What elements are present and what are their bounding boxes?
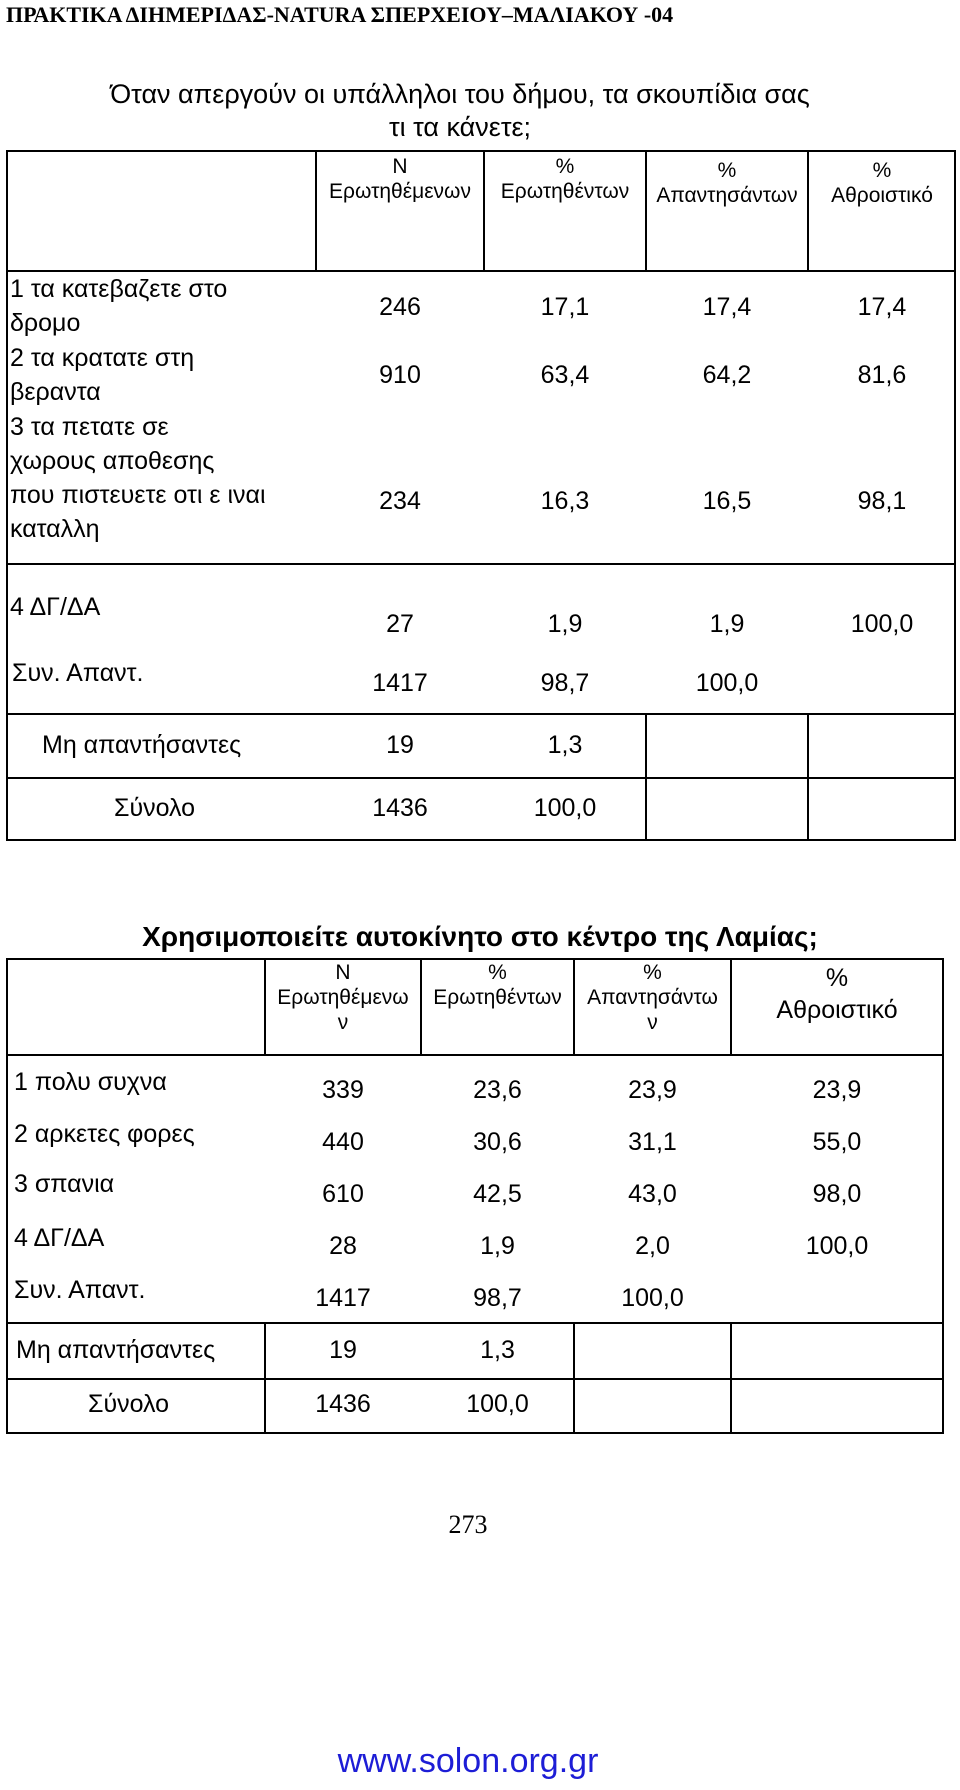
t2-total-n: 1436 [315,1390,371,1418]
t1-row5-label: Συν. Απαντ. [12,659,144,687]
t1-hline-bottom [6,839,956,841]
t1-r3-p2: 16,5 [702,487,752,515]
t1-row3-label [10,410,266,546]
t1-col-cumulative-header [808,158,956,208]
t1-r5-n: 1417 [372,669,428,697]
t2-r2-n: 440 [322,1128,364,1156]
t1-r5-p1: 98,7 [540,669,590,697]
t1-row1-label-line1: 1 τα κατεβαζετε στο [10,275,228,303]
t2-r3-n: 610 [322,1180,364,1208]
t2-r4-p1: 1,9 [480,1232,515,1260]
t2-noanswer-n: 19 [329,1336,357,1364]
t1-r2-p2: 64,2 [702,361,752,389]
t1-vline-c4-bottom [807,713,809,841]
t1-row3-label-line2: χωρους αποθεσης [10,447,215,475]
t2-r4-n: 28 [329,1232,357,1260]
t1-vline-left [6,150,8,841]
t2-r1-p2: 23,9 [628,1076,677,1104]
t2-hline-header-bottom [6,1054,944,1056]
t2-col-pct-answered-header [574,960,731,1035]
t2-row2-label: 2 αρκετες φορες [14,1120,195,1148]
t2-r4-p2: 2,0 [635,1232,670,1260]
t1-r3-p3: 98,1 [857,487,907,515]
t1-row3-label-line3: που πιστευετε οτι ε ιναι [10,481,266,509]
t1-noanswer-p1: 1,3 [547,731,583,759]
t2-vline-c4-bottom [730,1322,732,1434]
t2-r2-p3: 55,0 [812,1128,862,1156]
t1-col-pct-answered-symbol: % [717,159,737,182]
t1-noanswer-label: Μη απαντήσαντες [42,731,242,759]
t2-col-pct-answered-label: Απαντησάντω [587,986,718,1009]
footer-website-link[interactable]: www.solon.org.gr [337,1742,599,1780]
t2-col-cumulative-symbol: % [825,964,849,992]
t1-total-n: 1436 [372,794,428,822]
t2-row1-label: 1 πολυ συχνα [14,1068,167,1096]
t1-col-n-symbol: N [392,155,408,178]
t1-r4-n: 27 [386,610,414,638]
t1-r1-p3: 17,4 [857,293,907,321]
t1-r5-p2: 100,0 [695,669,759,697]
t2-r5-n: 1417 [315,1284,371,1312]
t1-col-cumulative-label: Αθροιστικό [831,184,933,207]
t1-r4-p3: 100,0 [850,610,914,638]
table1-title-line1: Όταν απεργούν οι υπάλληλοι του δήμου, τα σκουπίδια σας [110,79,810,109]
t2-r1-p3: 23,9 [812,1076,862,1104]
table1-title-line2: τι τα κάνετε; [388,112,532,142]
t1-hline-top [6,150,956,152]
document-header: ΠΡΑΚΤΙΚΑ ΔΙΗΜΕΡΙΔΑΣ-NATURA ΣΠΕΡΧΕΙΟΥ–ΜΑΛΙΑΚΟΥ -04 [6,2,674,27]
t1-col-pct-asked-symbol: % [555,155,575,178]
t2-total-p1: 100,0 [466,1390,529,1418]
page-number: 273 [448,1510,488,1539]
t2-r3-p2: 43,0 [628,1180,677,1208]
t1-hline-block-bottom [6,563,956,565]
t1-r2-n: 910 [379,361,421,389]
t1-row3-label-line4: καταλλη [10,515,100,543]
t1-col-pct-asked-header [484,154,646,204]
t1-row3-label-line1: 3 τα πετατε σε [10,413,169,441]
t2-r2-p2: 31,1 [628,1128,677,1156]
t1-r1-p1: 17,1 [540,293,590,321]
t1-row1-label [10,272,227,340]
table2-title: Χρησιμοποιείτε αυτοκίνητο στο κέντρο της Λαμίας; [142,921,818,952]
t1-total-p1: 100,0 [533,794,597,822]
t2-r3-p3: 98,0 [812,1180,862,1208]
t2-r1-n: 339 [322,1076,364,1104]
t1-col-n-label: Ερωτηθέμενων [329,180,471,203]
t2-row3-label: 3 σπανια [14,1170,115,1198]
t2-hline-answered-bottom [6,1322,944,1324]
t1-r4-p1: 1,9 [547,610,583,638]
t1-col-pct-answered-header [646,158,808,208]
t2-col-pct-asked-header [421,960,574,1010]
t1-noanswer-n: 19 [386,731,414,759]
t1-row1-label-line2: δρομο [10,309,81,337]
t2-row4-label: 4 ΔΓ/ΔΑ [14,1224,105,1252]
t2-row5-label: Συν. Απαντ. [14,1276,146,1304]
t1-row2-label-line1: 2 τα κρατατε στη [10,344,195,372]
t2-r4-p3: 100,0 [805,1232,869,1260]
t2-r5-p1: 98,7 [473,1284,522,1312]
t1-r2-p1: 63,4 [540,361,590,389]
t2-noanswer-p1: 1,3 [480,1336,515,1364]
t2-total-label: Σύνολο [88,1390,170,1418]
t2-col-n-symbol: N [335,961,351,984]
t1-total-label: Σύνολο [114,794,196,822]
t1-hline-answered-bottom [6,713,956,715]
t2-col-cumulative-label: Αθροιστικό [776,996,898,1024]
t2-noanswer-label: Μη απαντήσαντες [16,1336,216,1364]
t2-col-n-label-cont: ν [337,1011,349,1034]
t1-r1-n: 246 [379,293,421,321]
t2-col-n-label: Ερωτηθέμενω [277,986,409,1009]
t2-hline-bottom [6,1432,944,1434]
t2-col-pct-asked-label: Ερωτηθέντων [433,986,562,1009]
t1-r1-p2: 17,4 [702,293,752,321]
t2-vline-left [6,958,8,1434]
t1-r3-p1: 16,3 [540,487,590,515]
t2-col-pct-asked-symbol: % [488,961,507,984]
t1-row2-label [10,341,194,409]
t2-col-n-header [265,960,421,1035]
t1-row4-label: 4 ΔΓ/ΔΑ [10,593,101,621]
t2-col-cumulative-header [731,962,943,1026]
t1-col-pct-answered-label: Απαντησάντων [656,184,798,207]
t2-hline-noanswer-bottom [6,1378,944,1380]
t1-r2-p3: 81,6 [857,361,907,389]
table1-title [10,78,910,144]
t1-row2-label-line2: βεραντα [10,378,101,406]
t2-r3-p1: 42,5 [473,1180,522,1208]
t1-r3-n: 234 [379,487,421,515]
t1-col-cumulative-symbol: % [872,159,892,182]
t2-col-pct-answered-symbol: % [643,961,662,984]
t1-col-pct-asked-label: Ερωτηθέντων [500,180,630,203]
t1-r4-p2: 1,9 [709,610,745,638]
t1-col-n-header [316,154,484,204]
t2-r1-p1: 23,6 [473,1076,522,1104]
t2-r2-p1: 30,6 [473,1128,522,1156]
t2-r5-p2: 100,0 [621,1284,684,1312]
t1-hline-noanswer-bottom [6,777,956,779]
t2-col-pct-answered-label-cont: ν [647,1011,658,1034]
